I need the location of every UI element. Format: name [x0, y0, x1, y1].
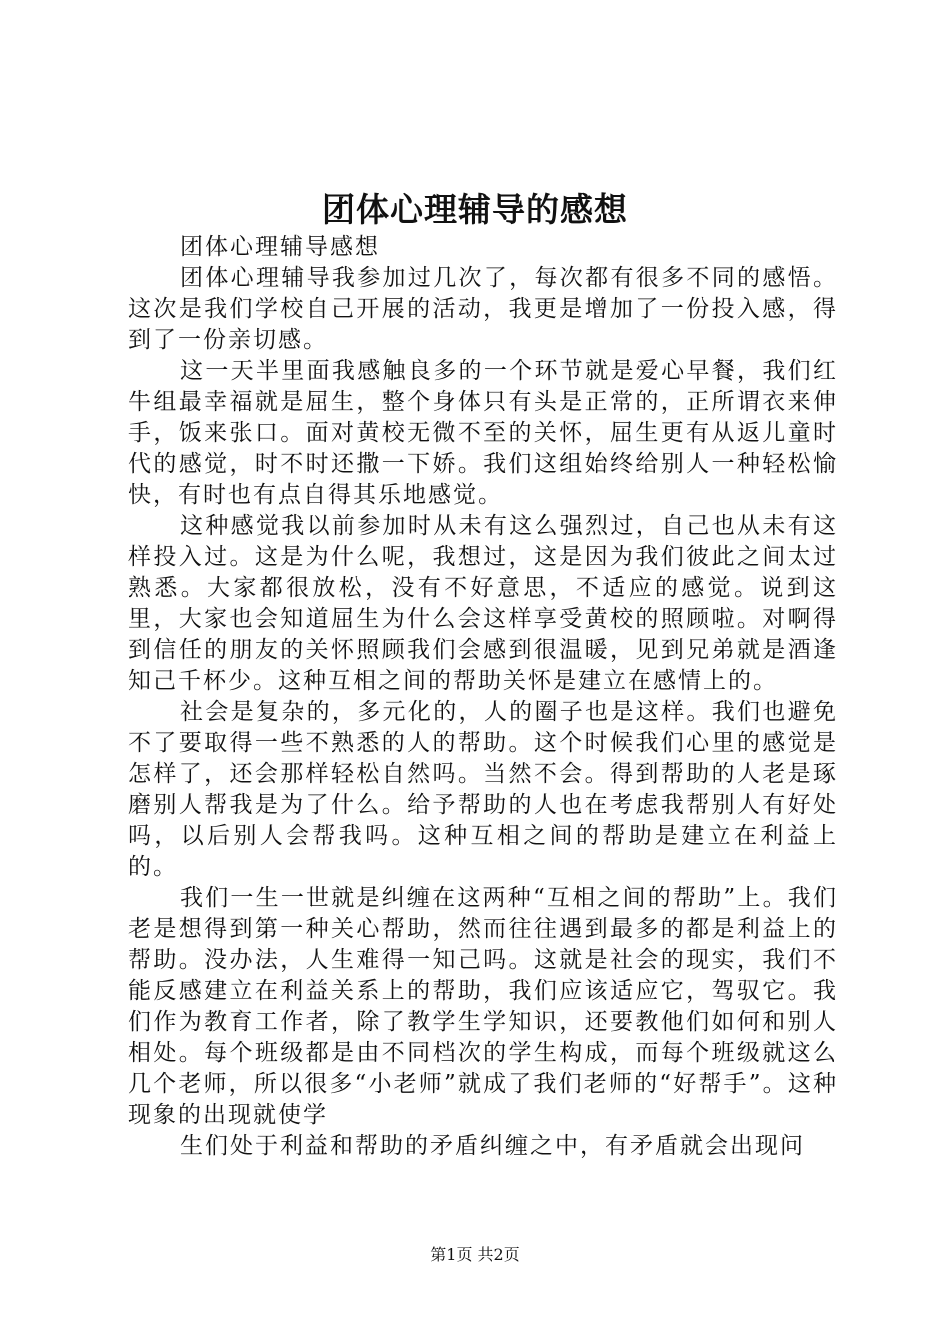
- paragraph: 这一天半里面我感触良多的一个环节就是爱心早餐，我们红牛组最幸福就是屈生，整个身体只有头是正常的，正所谓衣来伸手，饭来张口。面对黄校无微不至的关怀，屈生更有从返儿童时代的感觉，时不时还撒一下娇。我们这组始终给别人一种轻松愉快，有时也有点自得其乐地感觉。: [128, 358, 838, 508]
- document-title: 团体心理辅导的感想: [322, 190, 628, 229]
- paragraph: 生们处于利益和帮助的矛盾纠缠之中，有矛盾就会出现问: [180, 1133, 805, 1159]
- paragraph: 社会是复杂的，多元化的，人的圈子也是这样。我们也避免不了要取得一些不熟悉的人的帮助。这个时候我们心里的感觉是怎样了，还会那样轻松自然吗。当然不会。得到帮助的人老是琢磨别人帮我是为了什么。给予帮助的人也在考虑我帮别人有好处吗，以后别人会帮我吗。这种互相之间的帮助是建立在利益上的。: [128, 699, 838, 880]
- document-body: [128, 232, 838, 1162]
- page-number-footer: 第1页 共2页: [430, 1245, 520, 1264]
- paragraph: 我们一生一世就是纠缠在这两种“互相之间的帮助”上。我们老是想得到第一种关心帮助，然而往往遇到最多的都是利益上的帮助。没办法，人生难得一知己吗。这就是社会的现实，我们不能反感建立在利益关系上的帮助，我们应该适应它，驾驭它。我们作为教育工作者，除了教学生学知识，还要教他们如何和别人相处。每个班级都是由不同档次的学生构成，而每个班级就这么几个老师，所以很多“小老师”就成了我们老师的“好帮手”。这种现象的出现就使学: [128, 885, 838, 1128]
- paragraph: 团体心理辅导我参加过几次了，每次都有很多不同的感悟。这次是我们学校自己开展的活动，我更是增加了一份投入感，得到了一份亲切感。: [128, 265, 838, 353]
- paragraph: 团体心理辅导感想: [180, 234, 380, 260]
- paragraph: 这种感觉我以前参加时从未有这么强烈过，自己也从未有这样投入过。这是为什么呢，我想过，这是因为我们彼此之间太过熟悉。大家都很放松，没有不好意思，不适应的感觉。说到这里，大家也会知道屈生为什么会这样享受黄校的照顾啦。对啊得到信任的朋友的关怀照顾我们会感到很温暖，见到兄弟就是酒逢知己千杯少。这种互相之间的帮助关怀是建立在感情上的。: [128, 513, 838, 694]
